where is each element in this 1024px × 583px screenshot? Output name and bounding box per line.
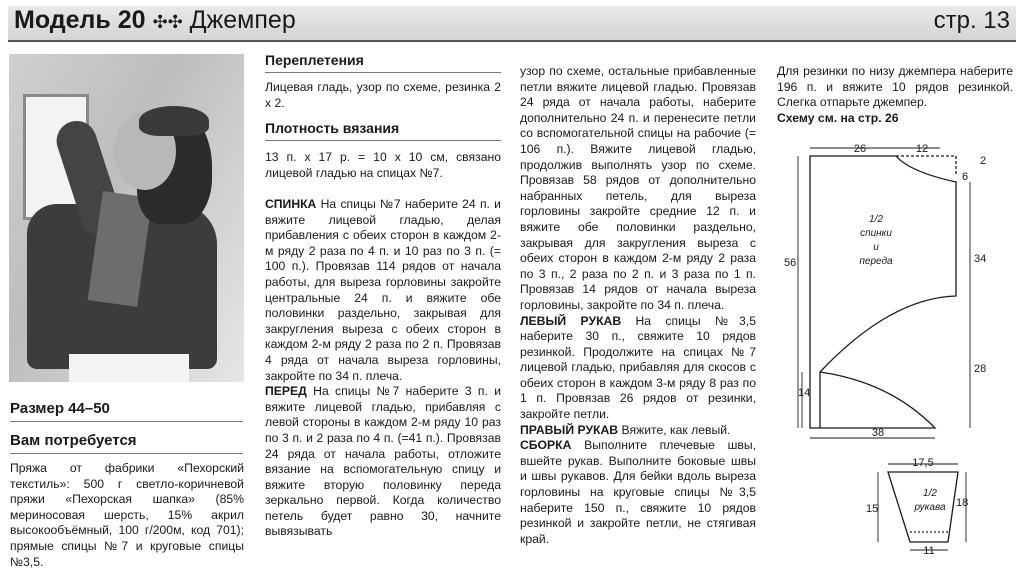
- pattern-diagram: [780, 132, 1000, 572]
- left-sleeve-label: ЛЕВЫЙ РУКАВ: [520, 313, 622, 328]
- hem-curve: [820, 372, 935, 428]
- front-continued: узор по схеме, остальные прибавленные петли вяжите лицевой гладью. Провязав 24 ряда от начала работы, наберите дополнительно 24 п. и перенесите петли со вспомогательной спицы на рабочие (= 106 п.). Вяжите лицевой гладью, продолжив выполнять узор по схеме. Провязав 58 рядов от дополнительно набранных петель, для выреза горловины закройте средние 12 п. и вяжите обе половинки раздельно, закрывая для закругления выреза с обеих сторон в каждом 2-м ряду 2 раза по 3 п., 2 раза по 2 п. и 3 раза по 1 п. Провязав 14 рядов от начала выреза горловины, закройте по 34 п. плеча.: [520, 64, 756, 312]
- back-label: СПИНКА: [265, 197, 317, 211]
- right-sleeve-label: ПРАВЫЙ РУКАВ: [520, 422, 619, 437]
- page-number: стр. 13: [933, 7, 1010, 34]
- model-title: [14, 6, 296, 35]
- dim-total-height: 56: [784, 257, 797, 269]
- sleeve-top-width: 17,5: [912, 457, 934, 469]
- ribbing-paragraph: Для резинки по низу джемпера наберите 196 п. и вяжите 10 рядов резинкой. Слегка отпарьте джемпер.: [777, 64, 1013, 110]
- model-photo: [9, 54, 244, 382]
- back-text: На спицы №7 наберите 24 п. и вяжите лицевой гладью, делая прибавления с обеих сторон в каждом 2-м ряду 2 раза по 4 п. и 10 раз по 3 п. (= 100 п.). Провязав 114 рядов от начала работы, для выреза горловины закройте центральные 24 п. и вяжите обе половинки раздельно, закрывая для закругления выреза с обеих сторон в каждом 2-м ряду 2 раза по 2 п. Провязав 4 ряда от начала выреза горловины, закройте по 34 п. плеча.: [265, 197, 501, 383]
- body-label-back: спинки: [860, 228, 892, 239]
- density-rule: [265, 140, 501, 141]
- front-label: ПЕРЕД: [265, 384, 307, 399]
- sleeve-bottom-width: 11: [923, 545, 935, 557]
- sleeve-height-right: 18: [956, 497, 969, 509]
- body-outline: [810, 156, 956, 428]
- dim-neck-depth: 6: [962, 171, 969, 183]
- back-paragraph: [265, 197, 501, 384]
- assembly-text: Выполните плечевые швы, вшейте рукав. Выполните боковые швы и швы рукавов. Для бейки вдоль выреза горловины на круговые спицы №3,5 наберите 150 п., свяжите 10 рядов резинкой и закройте петли, не стягивая край.: [520, 438, 756, 546]
- dim-side-height: 28: [974, 363, 987, 375]
- right-sleeve-paragraph: [520, 423, 756, 439]
- dim-neck-width: 12: [915, 143, 929, 155]
- model-number: Модель 20: [14, 6, 146, 34]
- assembly-paragraph: [520, 438, 756, 547]
- body-dimensions: [798, 148, 970, 438]
- scheme-reference: Схему см. на стр. 26: [777, 110, 899, 125]
- materials-text: [10, 461, 244, 570]
- dim-armhole-height: 34: [974, 253, 987, 265]
- garment-name: Джемпер: [189, 6, 296, 34]
- sleeve-label-fraction: 1/2: [923, 488, 937, 499]
- materials-title: Вам потребуется: [10, 432, 137, 449]
- body-label-and: и: [873, 242, 879, 253]
- left-sleeve-paragraph: [520, 314, 756, 423]
- right-sleeve-text: Вяжите, как левый.: [618, 422, 731, 437]
- body-label-front: переда: [859, 256, 893, 267]
- dim-bottom-width: 38: [871, 427, 885, 439]
- front-text: На спицы №7 наберите 3 п. и вяжите лицевой гладью, прибавляя с левой стороны в каждом 2-м ряду 10 раз по 3 п. и 2 раза по 4 п. (=41 п.). Провязав 24 ряда от начала работы, отложите вязание на вспомогательную спицу и вяжите вторую половинку переда зеркально первой. Когда количество петель будет равно 30, начните вывязывать: [265, 384, 501, 539]
- photo-pants: [69, 354, 189, 382]
- assembly-label: СБОРКА: [520, 438, 572, 453]
- weave-rule: [265, 72, 501, 73]
- back-front-text: [265, 197, 501, 540]
- dim-top-width: 26: [853, 143, 867, 155]
- ornament-icon: ✣✣: [152, 12, 183, 32]
- weave-text: [265, 80, 501, 111]
- weave-title: Переплетения: [265, 52, 364, 68]
- size-title: Размер 44–50: [10, 400, 110, 417]
- front-paragraph: [265, 384, 501, 540]
- density-text: [265, 150, 501, 181]
- page-header: [0, 0, 1024, 44]
- photo-hat: [139, 106, 209, 136]
- column-four: [777, 64, 1013, 126]
- sleeve-height-left: 15: [866, 503, 879, 515]
- materials-rule: [10, 453, 243, 454]
- left-sleeve-text: На спицы №3,5 наберите 30 п., свяжите 10 рядов резинкой. Продолжите на спицах №7 лицевой гладью, прибавляя для скосов с обеих сторон в каждом 3-м ряду 8 раз по 1 п. Провязав 26 рядов от резинки, закройте петли.: [520, 313, 756, 422]
- density-paragraph: 13 п. х 17 р. = 10 х 10 см, связано лицевой гладью на спицах №7.: [265, 150, 501, 180]
- body-schematic: [810, 156, 956, 428]
- dim-bottom-left: 14: [798, 387, 811, 399]
- column-three: [520, 64, 756, 547]
- header-rule: [8, 40, 1016, 42]
- sleeve-label-word: рукава: [914, 502, 946, 513]
- size-rule: [10, 421, 243, 422]
- weave-paragraph: Лицевая гладь, узор по схеме, резинка 2 х 2.: [265, 80, 501, 110]
- dim-neck-drop: 2: [980, 155, 987, 167]
- density-title: Плотность вязания: [265, 120, 400, 136]
- materials-paragraph: Пряжа от фабрики «Пехорский текстиль»: 500 г светло-коричневой пряжи «Пехорская шапка» (85% мериносовая шерсть, 15% акрил высокообъёмный, 100 г/200м, код 701); прямые спицы №7 и круговые спицы №3,5.: [10, 461, 244, 569]
- body-label-fraction: 1/2: [869, 214, 883, 225]
